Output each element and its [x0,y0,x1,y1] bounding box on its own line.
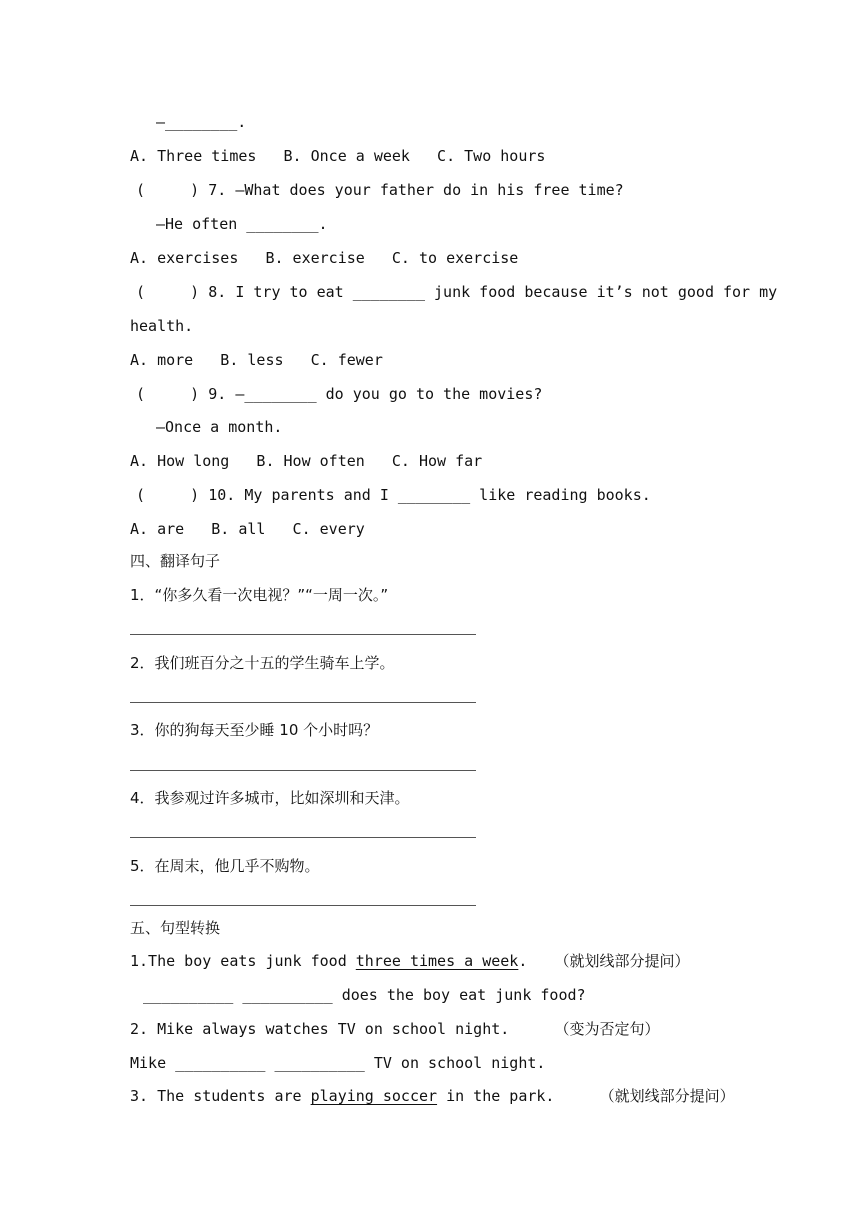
answer-line-2 [130,702,476,703]
q8-question: ( ) 8. I try to eat ________ junk food because it’s not good for my [136,283,778,301]
translation-item-2: 2．我们班百分之十五的学生骑车上学。 [130,654,395,672]
section5-heading: 五、句型转换 [130,919,221,937]
transform-item-1-instruction: （就划线部分提问） [554,952,690,970]
transform-item-1 [130,951,689,971]
q8-question-continued: health. [130,317,194,335]
q9-answer-line: —Once a month. [156,418,283,436]
answer-line-1 [130,634,476,635]
q6-options: A. Three times B. Once a week C. Two hours [130,147,546,165]
transform-item-2-text: 2. Mike always watches TV on school night. [130,1020,555,1038]
q10-options: A. are B. all C. every [130,520,365,538]
q7-answer-line: —He often ________. [156,215,328,233]
q7-options: A. exercises B. exercise C. to exercise [130,249,519,267]
transform-item-1-answer: __________ __________ does the boy eat junk food? [134,986,586,1004]
translation-item-5: 5．在周末，他几乎不购物。 [130,857,320,875]
transform-item-1-underlined: three times a week [355,952,519,970]
q8-options: A. more B. less C. fewer [130,351,383,369]
q7-question: ( ) 7. —What does your father do in his free time? [136,181,624,199]
translation-item-1: 1．“你多久看一次电视？”“一周一次。” [130,586,389,604]
q6-answer-line: —________. [156,113,247,131]
transform-item-2 [130,1019,659,1039]
answer-line-4 [130,837,476,838]
translation-item-3: 3．你的狗每天至少睡 10 个小时吗？ [130,721,379,739]
answer-line-5 [130,905,476,906]
transform-item-3-instruction: （就划线部分提问） [599,1087,735,1105]
transform-item-3 [130,1086,735,1106]
translation-item-4: 4．我参观过许多城市，比如深圳和天津。 [130,789,410,807]
answer-line-3 [130,770,476,771]
transform-item-3-underlined: playing soccer [310,1087,438,1105]
q10-question: ( ) 10. My parents and I ________ like reading books. [136,486,651,504]
transform-item-1-prefix: 1.The boy eats junk food [130,952,356,970]
transform-item-1-suffix: . [518,952,555,970]
transform-item-3-suffix: in the park. [437,1087,600,1105]
q9-options: A. How long B. How often C. How far [130,452,483,470]
transform-item-2-answer: Mike __________ __________ TV on school night. [130,1054,546,1072]
q9-question: ( ) 9. —________ do you go to the movies? [136,385,543,403]
transform-item-3-prefix: 3. The students are [130,1087,311,1105]
transform-item-2-instruction: （变为否定句） [554,1020,660,1038]
section4-heading: 四、翻译句子 [130,552,221,570]
